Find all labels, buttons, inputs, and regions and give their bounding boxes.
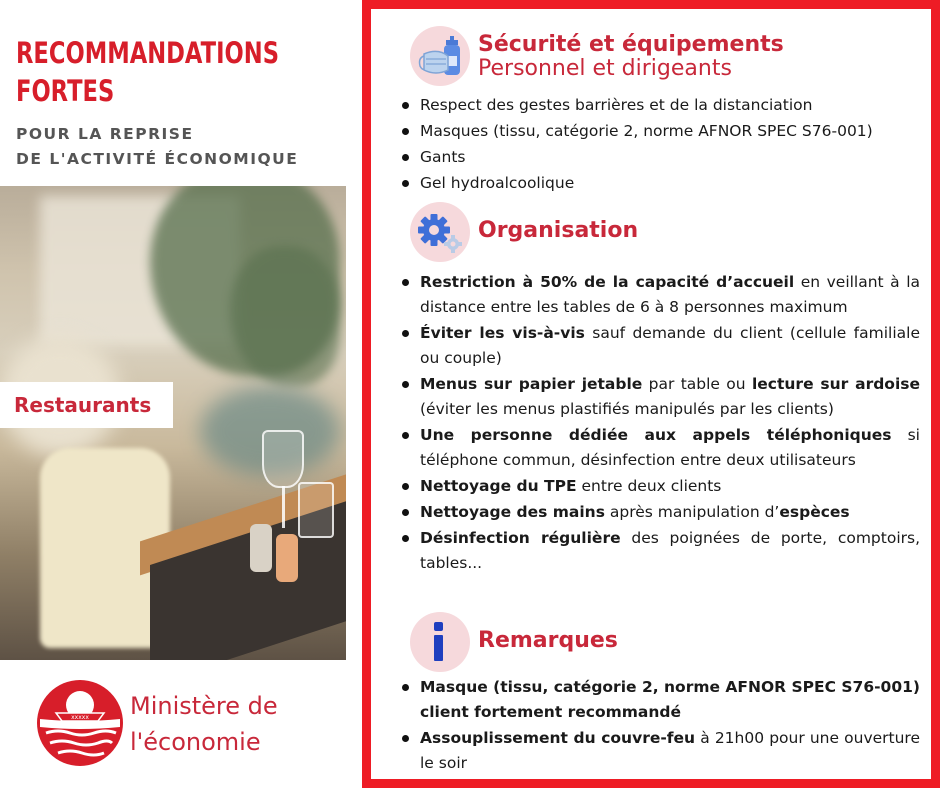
- organisation-list: [398, 270, 920, 577]
- list-item: [398, 675, 920, 725]
- list-item: [398, 423, 920, 473]
- item-text: sauf demande du client (cellule familiale ou couple): [420, 324, 920, 367]
- security-title: Sécurité et équipements: [478, 32, 784, 57]
- item-bold: Menus sur papier jetable: [420, 375, 643, 393]
- ministry-name: [130, 688, 350, 760]
- list-item: Gel hydroalcoolique: [398, 170, 918, 196]
- photo-salt-shaker: [250, 524, 272, 572]
- list-item: [398, 526, 920, 576]
- item-bold: Masque (tissu, catégorie 2, norme AFNOR SPEC S76-001) client fortement recommandé: [420, 678, 920, 721]
- item-text: des poignées de porte, comptoirs, tables...: [420, 529, 921, 572]
- list-item: [398, 372, 920, 422]
- security-subtitle: Personnel et dirigeants: [478, 56, 732, 81]
- list-item: [398, 270, 920, 320]
- item-bold: Restriction à 50% de la capacité d’accueil: [420, 273, 795, 291]
- ministry-line1: Ministère de: [130, 692, 278, 720]
- item-text: par table ou: [642, 375, 752, 393]
- logo-crosses: xxxxx: [71, 714, 89, 721]
- item-bold: Nettoyage du TPE: [420, 477, 577, 495]
- organisation-title: Organisation: [478, 218, 639, 243]
- info-icon: [410, 612, 470, 672]
- mask-and-sanitizer-icon: [410, 26, 470, 86]
- item-text: après manipulation d’: [604, 503, 780, 521]
- list-item: [398, 321, 920, 371]
- item-text: à 21h00 pour une ouverture le soir: [420, 729, 921, 772]
- item-bold: Assouplissement du couvre-feu: [420, 729, 696, 747]
- item-bold-2: lecture sur ardoise: [751, 375, 921, 393]
- main-title-line1: RECOMMANDATIONS: [16, 36, 279, 70]
- item-bold-2: espèces: [779, 503, 850, 521]
- main-title-line2: FORTES: [16, 74, 115, 108]
- list-item: [398, 500, 920, 525]
- photo-water-glass: [298, 482, 334, 538]
- photo-pepper-shaker: [276, 534, 298, 582]
- item-bold: Nettoyage des mains: [420, 503, 605, 521]
- remarks-list: [398, 675, 920, 777]
- list-item: Masques (tissu, catégorie 2, norme AFNOR SPEC S76-001): [398, 118, 918, 144]
- left-column: [0, 0, 350, 788]
- subtitle-line1: POUR LA REPRISE: [16, 125, 194, 143]
- main-title: [16, 34, 344, 110]
- category-label: Restaurants: [0, 382, 173, 428]
- item-bold: Éviter les vis-à-vis: [420, 324, 585, 342]
- item-text: en veillant à la distance entre les tables de 6 à 8 personnes maximum: [420, 273, 920, 316]
- security-list: [398, 92, 918, 196]
- item-text-2: (éviter les menus plastifiés manipulés par les clients): [420, 400, 834, 418]
- remarks-title: Remarques: [478, 628, 618, 653]
- subtitle-line2: DE L'ACTIVITÉ ÉCONOMIQUE: [16, 150, 299, 168]
- photo-glass-stem: [282, 486, 285, 528]
- list-item: [398, 726, 920, 776]
- tahiti-seal-logo: [36, 679, 124, 767]
- subtitle: [16, 122, 346, 172]
- item-text: entre deux clients: [576, 477, 722, 495]
- item-text: si téléphone commun, désinfection entre deux utilisateurs: [420, 426, 920, 469]
- photo-wine-glass: [262, 430, 304, 488]
- list-item: Gants: [398, 144, 918, 170]
- list-item: [398, 474, 920, 499]
- list-item: Respect des gestes barrières et de la distanciation: [398, 92, 918, 118]
- gear-icon: [410, 202, 470, 262]
- ministry-line2: l'économie: [130, 728, 261, 756]
- item-bold: Désinfection régulière: [420, 529, 621, 547]
- item-bold: Une personne dédiée aux appels téléphoniques: [420, 426, 892, 444]
